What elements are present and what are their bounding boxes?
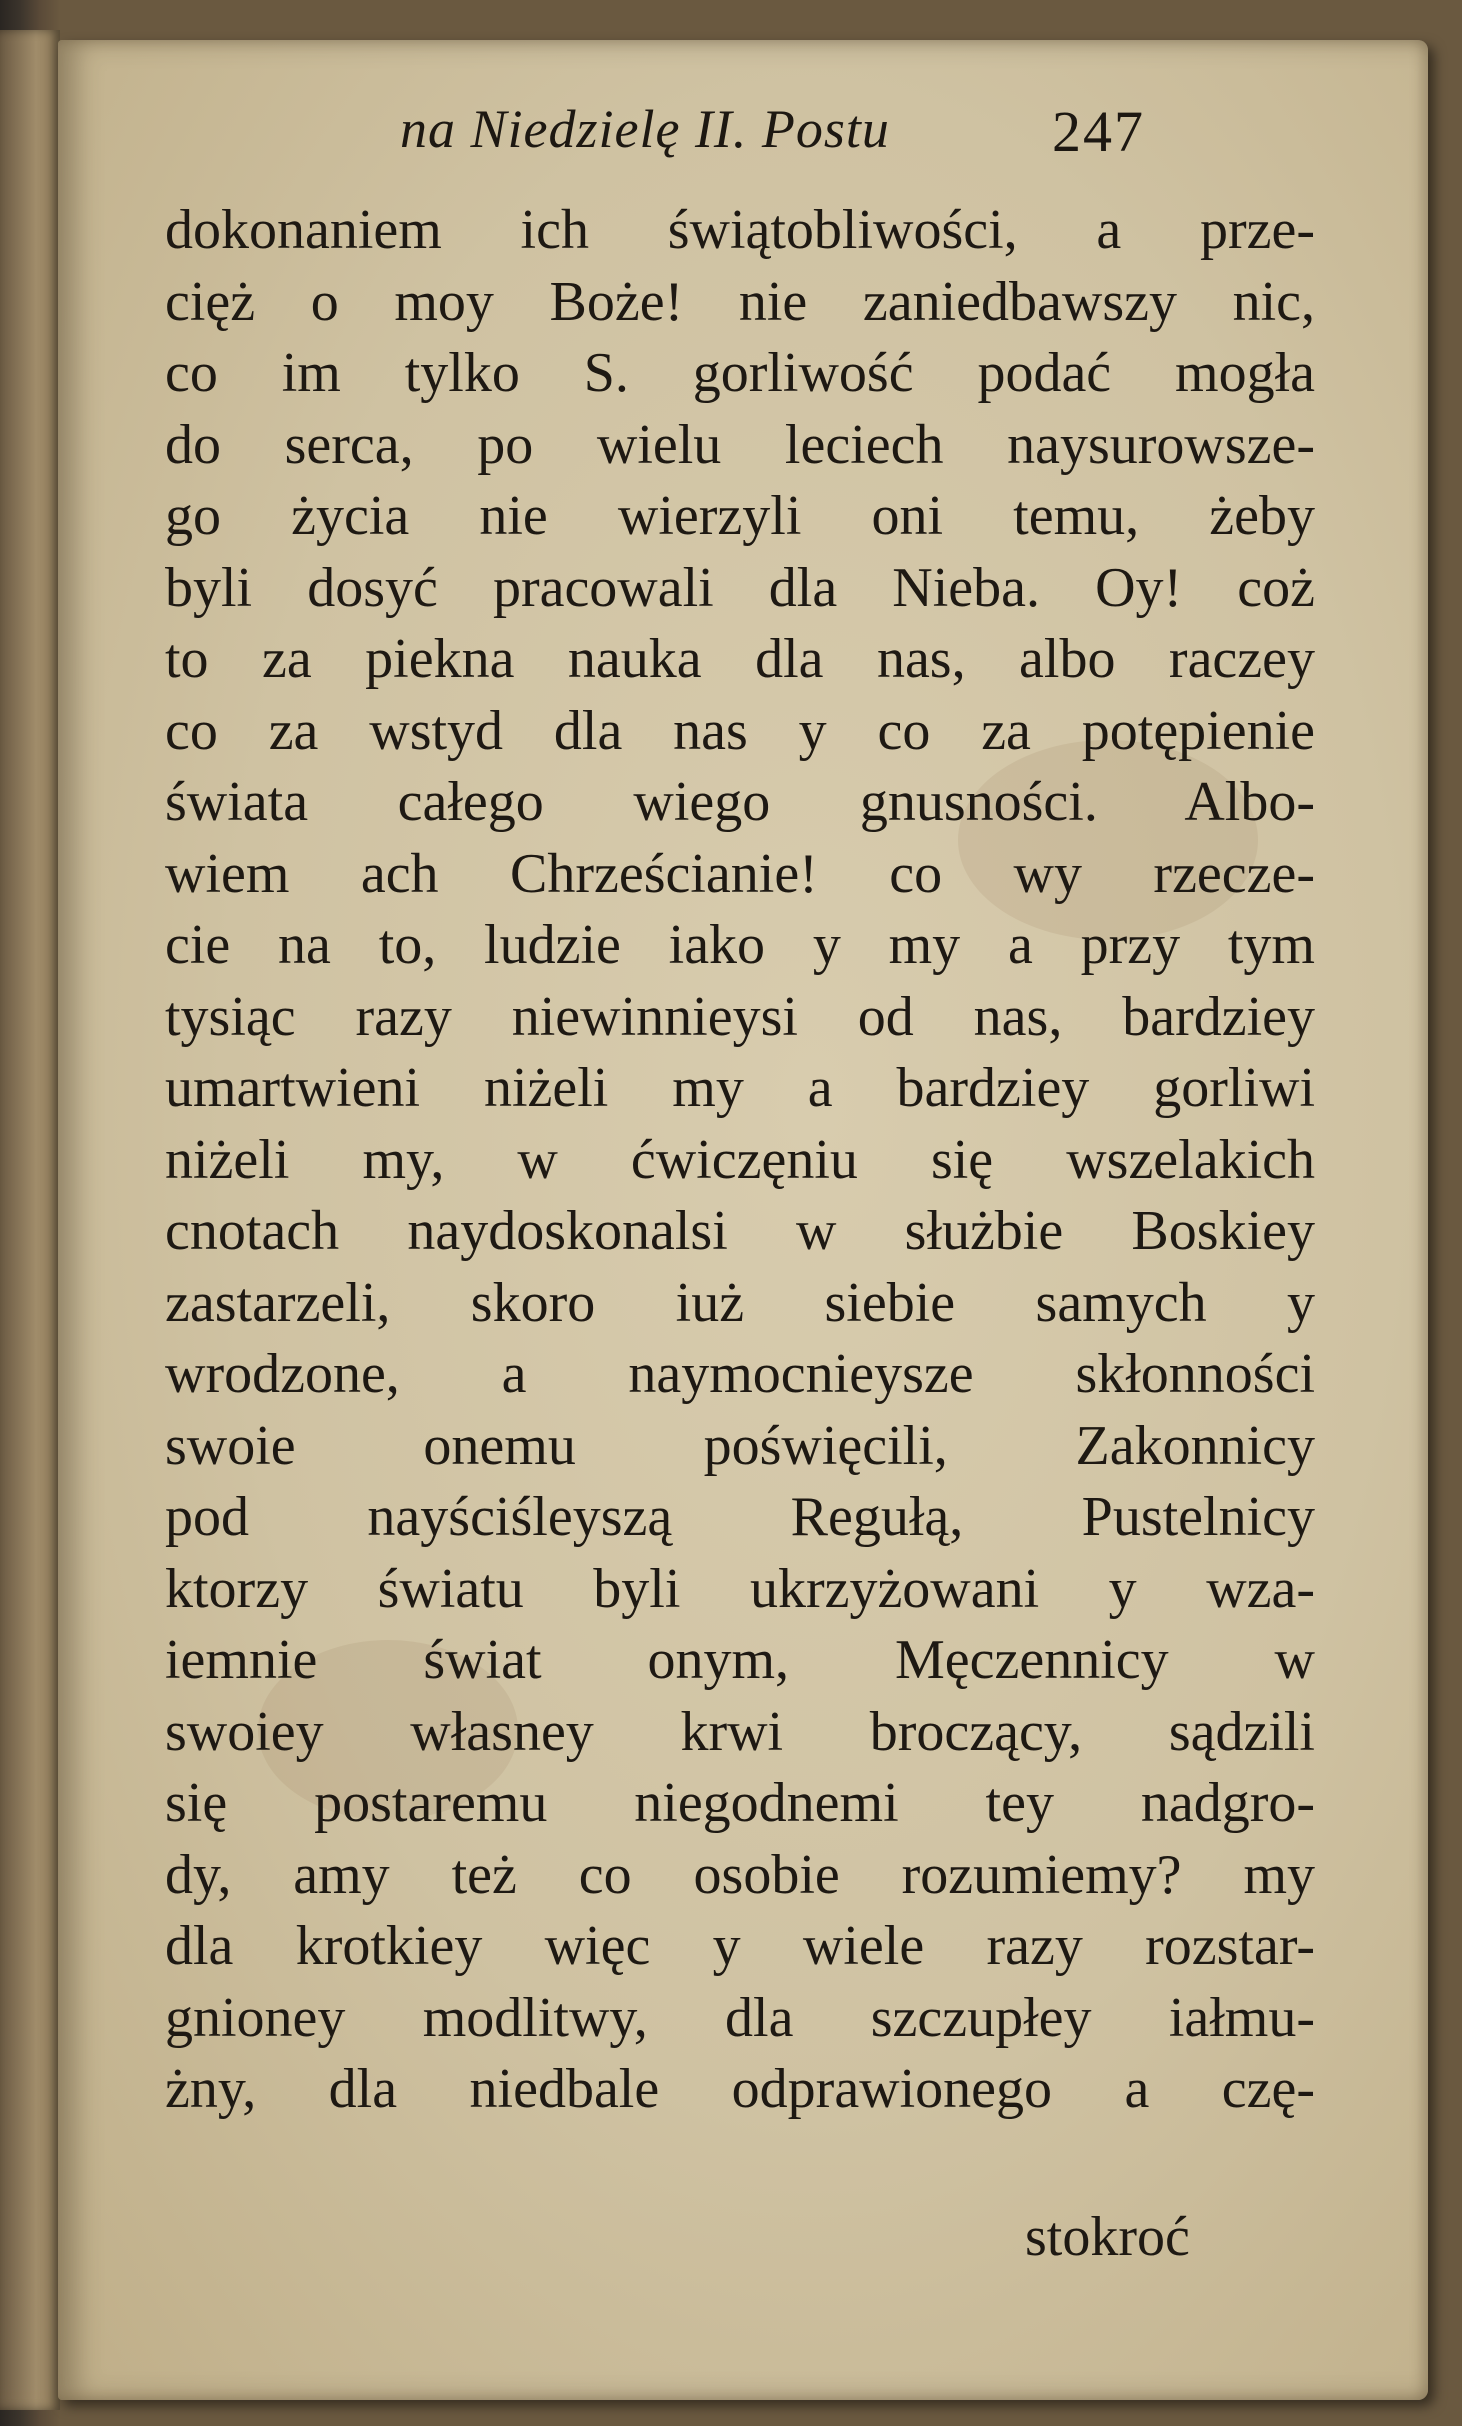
text-line: dla krotkiey więc y wiele razy rozstar- [165, 1915, 1315, 1977]
text-line: wiem ach Chrześcianie! co wy rzecze- [165, 842, 1315, 905]
text-line: swoiey własney krwi broczący, sądzili [165, 1700, 1315, 1763]
text-line: niżeli my, w ćwiczęniu się wszelakich [165, 1128, 1315, 1191]
text-line: zastarzeli, skoro iuż siebie samych y [165, 1271, 1315, 1334]
text-line: cięż o moy Boże! nie zaniedbawszy nic, [165, 270, 1315, 333]
text-line: dy, amy też co osobie rozumiemy? my [165, 1843, 1315, 1906]
running-head [330, 98, 1230, 178]
text-line: tysiąc razy niewinnieysi od nas, bardziey [165, 985, 1315, 1048]
running-head-title: na Niedzielę II. Postu [400, 99, 890, 159]
text-line: umartwieni niżeli my a bardziey gorliwi [165, 1057, 1315, 1119]
catchword: stokroć [1025, 2206, 1190, 2268]
text-line: się postaremu niegodnemi tey nadgro- [165, 1772, 1315, 1834]
text-line: ktorzy światu byli ukrzyżowani y wza- [165, 1557, 1315, 1620]
text-line: dokonaniem ich świątobliwości, a prze- [165, 199, 1315, 261]
text-line: co za wstyd dla nas y co za potępienie [165, 699, 1315, 762]
page-number: 247 [1052, 99, 1145, 164]
text-line: iemnie świat onym, Męczennicy w [165, 1629, 1315, 1691]
text-line: pod nayściśleyszą Regułą, Pustelnicy [165, 1486, 1315, 1548]
text-line: swoie onemu poświęcili, Zakonnicy [165, 1414, 1315, 1477]
text-line: cie na to, ludzie iako y my a przy tym [165, 914, 1315, 976]
text-line: co im tylko S. gorliwość podać mogła [165, 342, 1315, 404]
text-line: świata całego wiego gnusności. Albo- [165, 771, 1315, 833]
body-text [165, 195, 1315, 2126]
text-line: go życia nie wierzyli oni temu, żeby [165, 485, 1315, 547]
text-line: to za piekna nauka dla nas, albo raczey [165, 628, 1315, 690]
text-line: wrodzone, a naymocnieysze skłonności [165, 1343, 1315, 1405]
previous-page-edge [0, 30, 60, 2410]
text-line: żny, dla niedbale odprawionego a czę- [165, 2058, 1315, 2120]
text-line: gnioney modlitwy, dla szczupłey iałmu- [165, 1986, 1315, 2049]
text-line: cnotach naydoskonalsi w służbie Boskiey [165, 1200, 1315, 1262]
text-line: byli dosyć pracowali dla Nieba. Oy! coż [165, 556, 1315, 619]
text-line: do serca, po wielu leciech naysurowsze- [165, 413, 1315, 476]
